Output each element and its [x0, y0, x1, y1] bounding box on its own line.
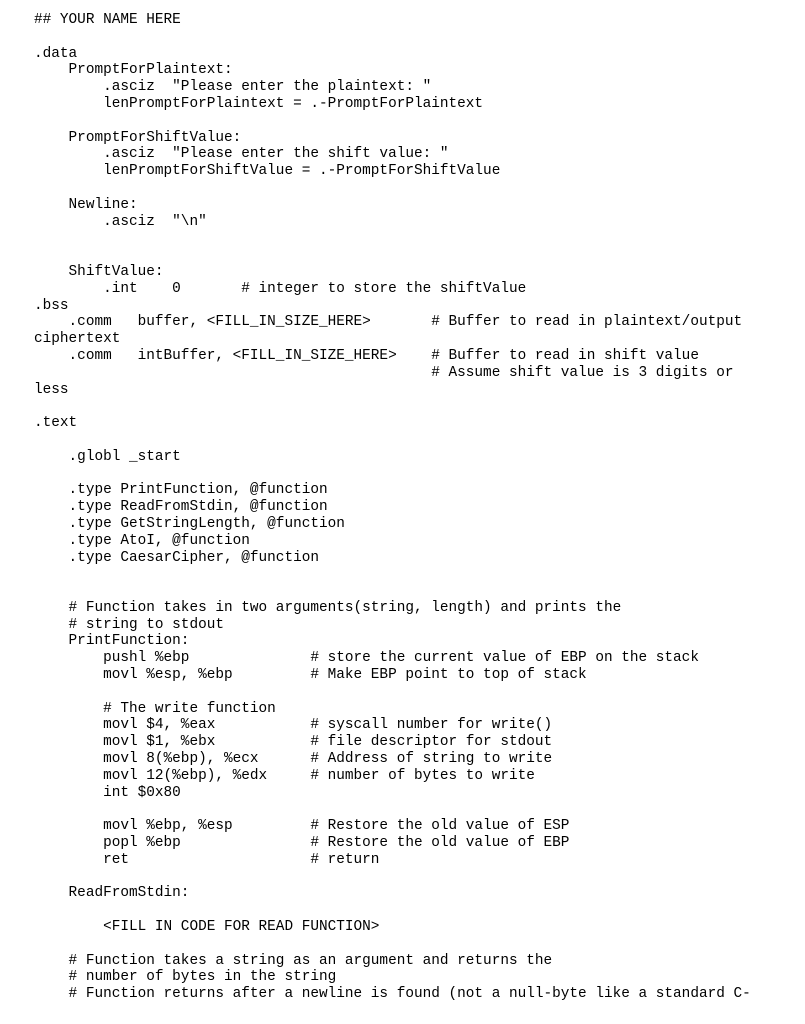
code-line: .type CaesarCipher, @function — [34, 549, 319, 566]
code-line: # The write function — [34, 700, 276, 717]
code-line: lenPromptForShiftValue = .-PromptForShiftValue — [34, 163, 501, 180]
code-line: pushl %ebp # store the current value of EBP on the stack — [34, 650, 699, 667]
code-line: .comm intBuffer, <FILL_IN_SIZE_HERE> # Buffer to read in shift value — [34, 347, 699, 364]
code-line — [34, 180, 794, 197]
code-line: PromptForPlaintext: — [34, 62, 233, 79]
code-line — [34, 801, 794, 818]
code-line: .globl _start — [34, 448, 181, 465]
code-line: .asciz "Please enter the shift value: " — [34, 146, 449, 163]
code-line: # number of bytes in the string — [34, 969, 337, 986]
code-line — [34, 566, 794, 583]
code-line: .int 0 # integer to store the shiftValue — [34, 280, 527, 297]
code-line: .type GetStringLength, @function — [34, 515, 345, 532]
code-line: ## YOUR NAME HERE — [34, 12, 181, 28]
code-line — [34, 869, 794, 886]
code-line — [34, 398, 794, 415]
code-line: .bss — [34, 297, 69, 314]
code-line: # string to stdout — [34, 616, 224, 633]
code-line: .asciz "Please enter the plaintext: " — [34, 79, 432, 96]
code-line — [34, 432, 794, 449]
code-line: # Function takes in two arguments(string, length) and prints the — [34, 599, 622, 616]
code-line: # Assume shift value is 3 digits or — [34, 364, 734, 381]
code-line — [34, 583, 794, 600]
code-line: popl %ebp # Restore the old value of EBP — [34, 835, 570, 852]
code-line: ret # return — [34, 851, 380, 868]
code-line: .asciz "\n" — [34, 213, 207, 230]
code-line — [34, 113, 794, 130]
code-line — [34, 684, 794, 701]
code-line — [34, 936, 794, 953]
code-line: movl $1, %ebx # file descriptor for stdout — [34, 734, 553, 751]
code-line: .type ReadFromStdin, @function — [34, 499, 328, 516]
code-line: .type AtoI, @function — [34, 532, 250, 549]
code-line: int $0x80 — [34, 784, 181, 801]
code-line: movl 12(%ebp), %edx # number of bytes to write — [34, 767, 535, 784]
code-line: PromptForShiftValue: — [34, 129, 242, 146]
code-line: # Function returns after a newline is found (not a null-byte like a standard C- — [34, 986, 751, 1003]
code-line: ciphertext — [34, 331, 121, 348]
code-line — [34, 466, 794, 483]
code-line: .type PrintFunction, @function — [34, 482, 328, 499]
code-line: less — [34, 381, 69, 398]
code-line: movl 8(%ebp), %ecx # Address of string to write — [34, 751, 553, 768]
code-line: PrintFunction: — [34, 633, 190, 650]
code-line — [34, 230, 794, 247]
code-line: # Function takes a string as an argument and returns the — [34, 952, 553, 969]
code-line: ShiftValue: — [34, 263, 164, 280]
code-line: .data — [34, 45, 78, 62]
code-line: .text — [34, 415, 78, 432]
code-line: <FILL IN CODE FOR READ FUNCTION> — [34, 919, 380, 936]
code-line: ReadFromStdin: — [34, 885, 190, 902]
code-line: movl %ebp, %esp # Restore the old value of ESP — [34, 818, 570, 835]
code-line: Newline: — [34, 196, 138, 213]
code-line: movl $4, %eax # syscall number for write() — [34, 717, 553, 734]
code-line: .comm buffer, <FILL_IN_SIZE_HERE> # Buffer to read in plaintext/output — [34, 314, 743, 331]
code-line — [34, 902, 794, 919]
code-line: lenPromptForPlaintext = .-PromptForPlaintext — [34, 95, 484, 112]
code-line: movl %esp, %ebp # Make EBP point to top of stack — [34, 667, 587, 684]
code-document — [34, 12, 794, 1003]
code-line — [34, 29, 794, 46]
code-line — [34, 247, 794, 264]
